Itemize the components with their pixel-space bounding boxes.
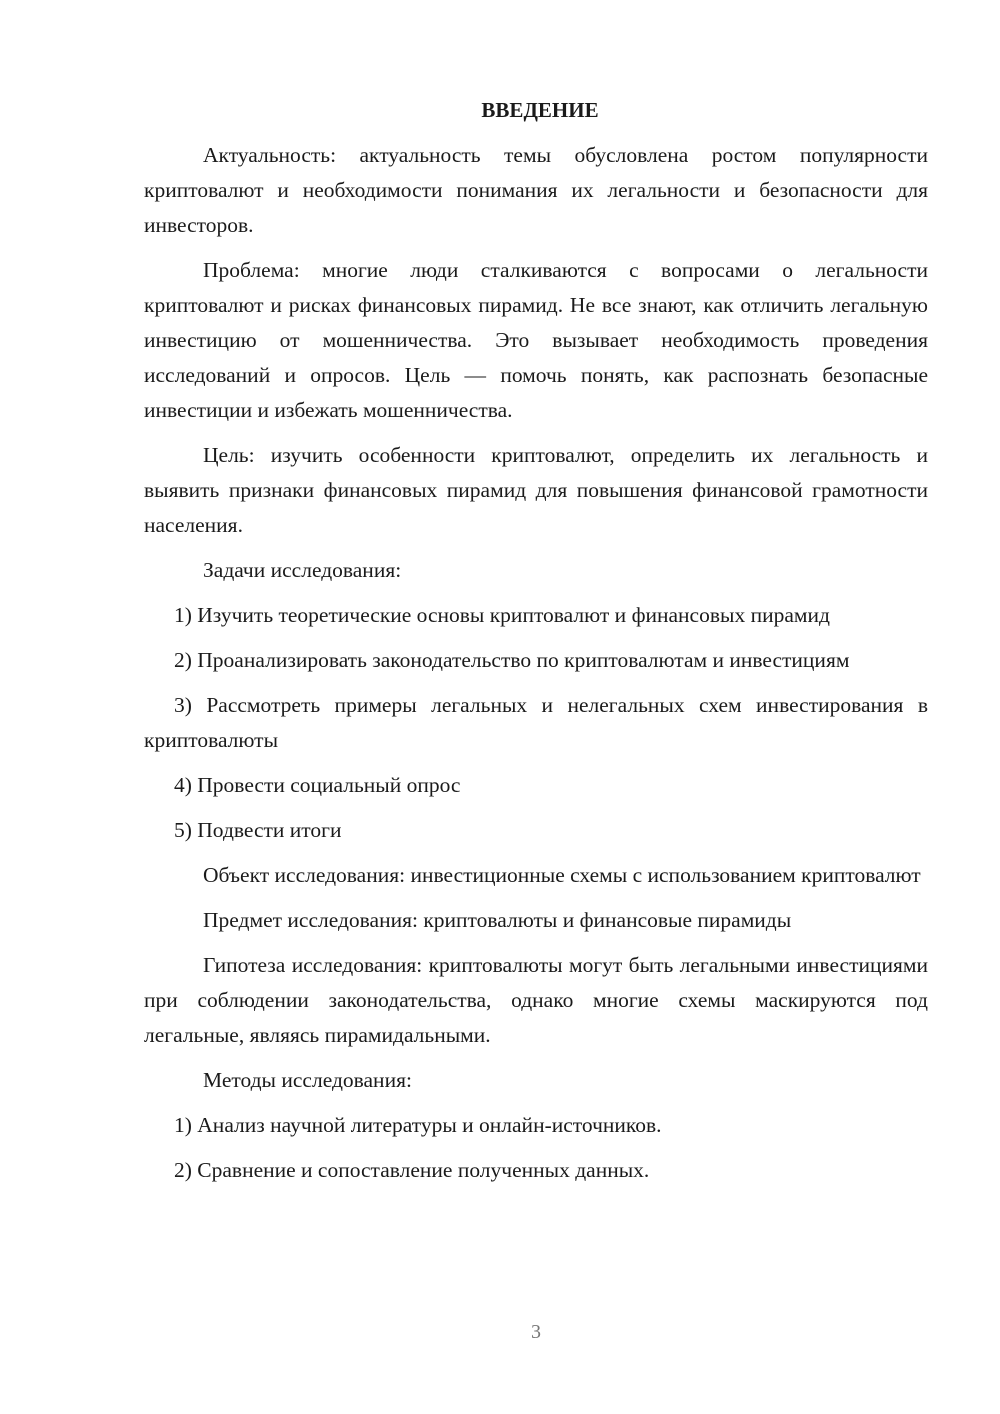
section-heading: ВВЕДЕНИЕ (481, 98, 599, 122)
problem-paragraph: Проблема: многие люди сталкиваются с вопросами о легальности криптовалют и рисках финансовых пирамид. Не все знают, как отличить легальную инвестицию от мошенничества. Это вызывает необходимость проведения исследований и опросов. Цель — помочь понять, как распознать безопасные инвестиции и избежать мошенничества. (144, 258, 928, 422)
task-item: 3) Рассмотреть примеры легальных и нелегальных схем инвестирования в криптовалюты (144, 693, 928, 752)
hypothesis-paragraph: Гипотеза исследования: криптовалюты могут быть легальными инвестициями при соблюдении законодательства, однако многие схемы маскируются под легальные, являясь пирамидальными. (144, 953, 928, 1047)
task-item: 1) Изучить теоретические основы криптовалют и финансовых пирамид (174, 603, 830, 627)
methods-heading: Методы исследования: (203, 1068, 412, 1092)
task-item: 5) Подвести итоги (174, 818, 342, 842)
goal-paragraph: Цель: изучить особенности криптовалют, определить их легальность и выявить признаки финансовых пирамид для повышения финансовой грамотности населения. (144, 443, 928, 537)
method-item: 1) Анализ научной литературы и онлайн-источников. (174, 1113, 662, 1137)
page-number: 3 (531, 1321, 541, 1343)
method-item: 2) Сравнение и сопоставление полученных данных. (174, 1158, 650, 1182)
relevance-paragraph: Актуальность: актуальность темы обусловлена ростом популярности криптовалют и необходимости понимания их легальности и безопасности для инвесторов. (144, 143, 928, 237)
task-item: 4) Провести социальный опрос (174, 773, 461, 797)
document-page (144, 93, 928, 1198)
tasks-heading: Задачи исследования: (203, 558, 402, 582)
subject-paragraph: Предмет исследования: криптовалюты и финансовые пирамиды (203, 908, 792, 932)
object-paragraph: Объект исследования: инвестиционные схемы с использованием криптовалют (203, 863, 921, 887)
task-item: 2) Проанализировать законодательство по криптовалютам и инвестициям (174, 648, 850, 672)
